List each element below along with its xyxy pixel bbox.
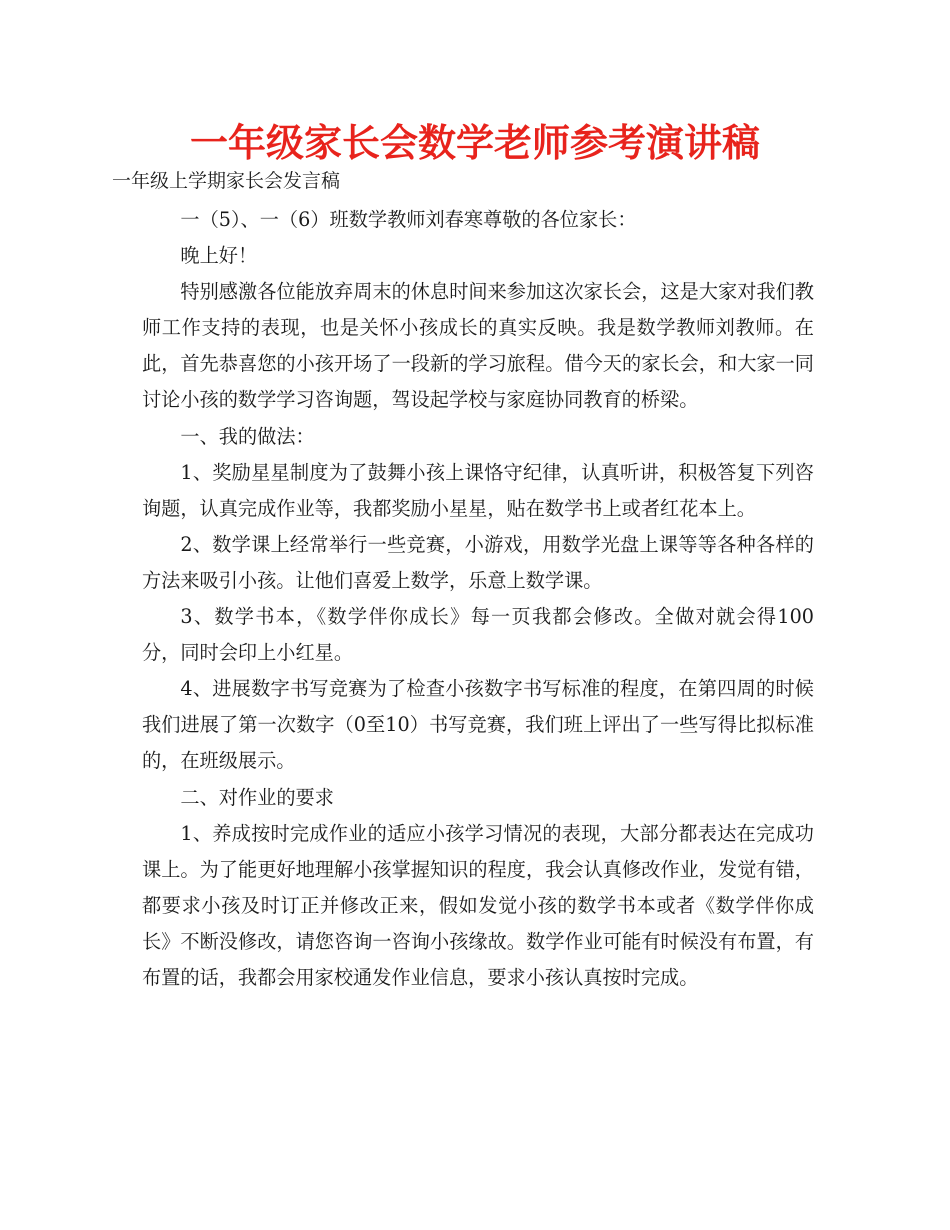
document-body xyxy=(142,202,814,996)
document-title: 一年级家长会数学老师参考演讲稿 xyxy=(189,121,760,165)
paragraph-salutation: 一（5）、一（6）班数学教师刘春寒尊敬的各位家长： xyxy=(180,208,637,231)
paragraph-homework-1: 1、养成按时完成作业的适应小孩学习情况的表现，大部分都表达在完成功课上。为了能更好地理解小孩掌握知识的程度，我会认真修改作业，发觉有错，都要求小孩及时订正并修改正来，假如发觉小孩的数学书本或者《数学伴你成长》不断没修改，请您咨询一咨询小孩缘故。数学作业可能有时候没有布置，有布置的话，我都会用家校通发作业信息，要求小孩认真按时完成。 xyxy=(142,821,814,989)
paragraph-practice-4: 4、进展数字书写竞赛为了检查小孩数字书写标准的程度，在第四周的时候我们进展了第一次数字（0至10）书写竞赛，我们班上评出了一些写得比拟标准的，在班级展示。 xyxy=(142,677,814,773)
paragraph-greeting: 晚上好！ xyxy=(180,244,258,268)
section-heading-practices: 一、我的做法： xyxy=(180,424,315,448)
paragraph-practice-1: 1、奖励星星制度为了鼓舞小孩上课恪守纪律，认真听讲，积极答复下列咨询题，认真完成作业等，我都奖励小星星，贴在数学书上或者红花本上。 xyxy=(142,460,814,520)
section-heading-homework: 二、对作业的要求 xyxy=(180,785,334,809)
document-subtitle: 一年级上学期家长会发言稿 xyxy=(112,170,341,192)
paragraph-intro: 特别感激各位能放弃周末的休息时间来参加这次家长会，这是大家对我们教师工作支持的表现，也是关怀小孩成长的真实反映。我是数学教师刘教师。在此，首先恭喜您的小孩开场了一段新的学习旅程。借今天的家长会，和大家一同讨论小孩的数学学习咨询题，驾设起学校与家庭协同教育的桥梁。 xyxy=(142,280,814,412)
paragraph-practice-3: 3、数学书本，《数学伴你成长》每一页我都会修改。全做对就会得100分，同时会印上小红星。 xyxy=(142,605,814,665)
paragraph-practice-2: 2、数学课上经常举行一些竞赛，小游戏，用数学光盘上课等等各种各样的方法来吸引小孩。让他们喜爱上数学，乐意上数学课。 xyxy=(142,532,814,592)
